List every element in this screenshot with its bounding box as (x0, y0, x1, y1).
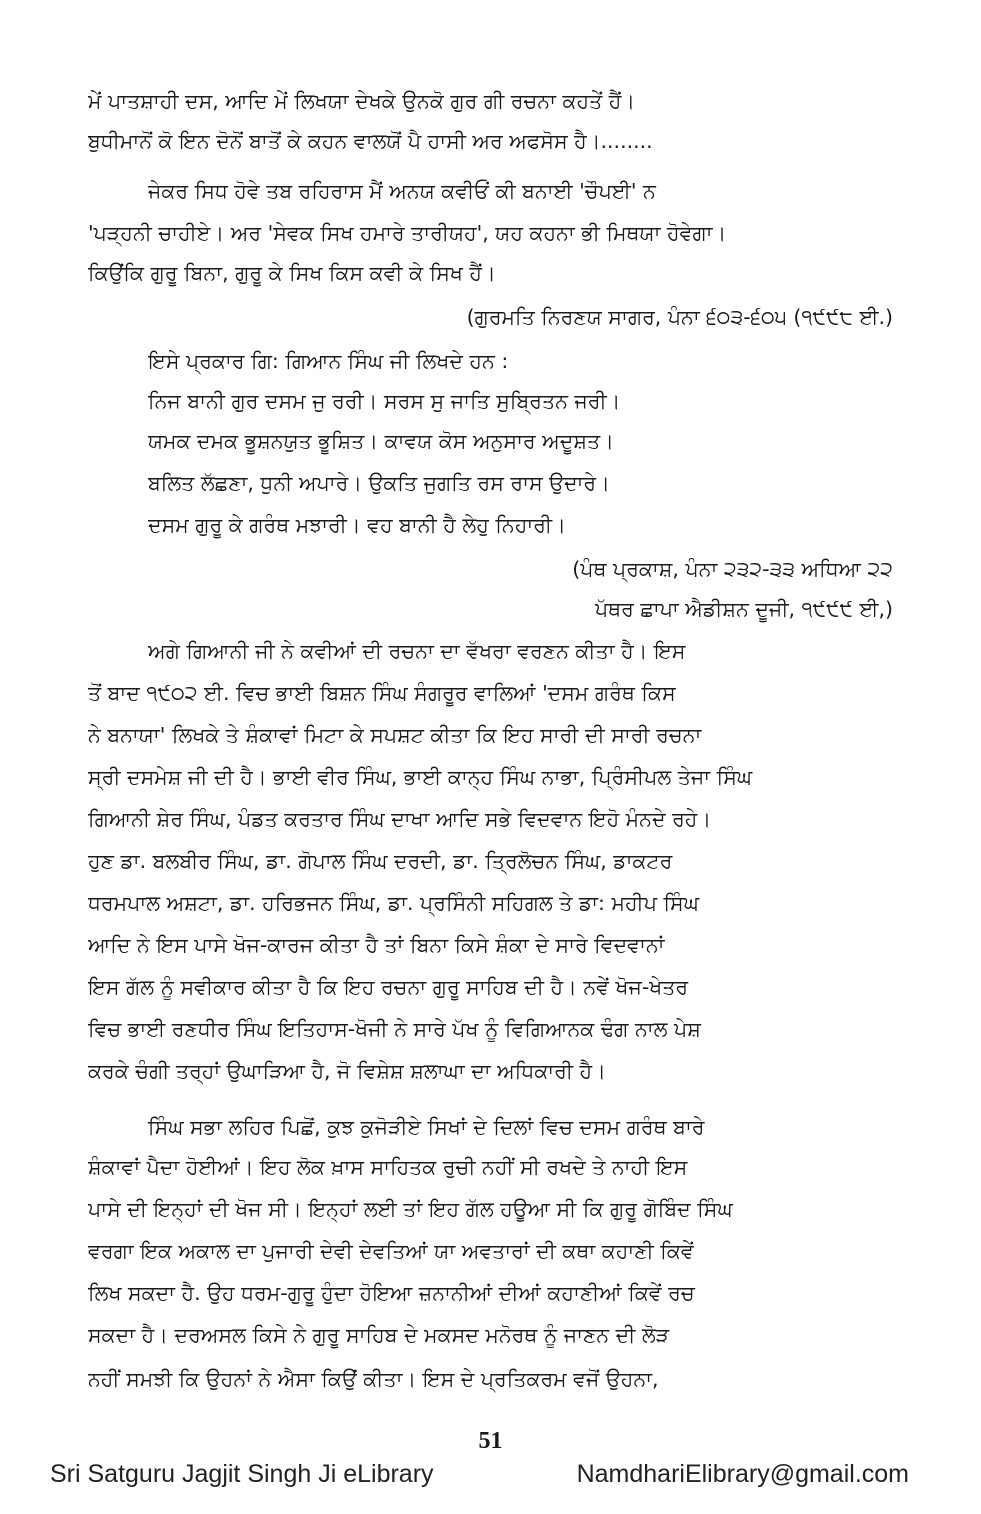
text-line: ਤੋਂ ਬਾਦ ੧੯੦੨ ਈ. ਵਿਚ ਭਾਈ ਬਿਸ਼ਨ ਸਿੰਘ ਸੰਗਰੂਰ ਵਾਲਿਆਂ 'ਦਸਮ ਗਰੰਥ ਕਿਸ (88, 681, 676, 705)
verse-line: ਨਿਜ ਬਾਨੀ ਗੁਰ ਦਸਮ ਜੁ ਰਰੀ। ਸਰਸ ਸੁ ਜਾਤਿ ਸੁਬ੍ਰਿਤਨ ਜਰੀ। (148, 389, 621, 413)
text-line: ਵਿਚ ਭਾਈ ਰਣਧੀਰ ਸਿੰਘ ਇਤਿਹਾਸ-ਖੋਜੀ ਨੇ ਸਾਰੇ ਪੱਖ ਨੂੰ ਵਿਗਿਆਨਕ ਢੰਗ ਨਾਲ ਪੇਸ਼ (88, 1017, 701, 1041)
text-line: ਨੇ ਬਨਾਯਾ' ਲਿਖਕੇ ਤੇ ਸ਼ੰਕਾਵਾਂ ਮਿਟਾ ਕੇ ਸਪਸ਼ਟ ਕੀਤਾ ਕਿ ਇਹ ਸਾਰੀ ਦੀ ਸਾਰੀ ਰਚਨਾ (88, 723, 702, 747)
verse-line: ਬਲਿਤ ਲੱਛਣਾ, ਧੁਨੀ ਅਪਾਰੇ। ਉਕਤਿ ਜੁਗਤਿ ਰਸ ਰਾਸ ਉਦਾਰੇ। (148, 471, 610, 495)
text-line: ਹੁਣ ਡਾ. ਬਲਬੀਰ ਸਿੰਘ, ਡਾ. ਗੋਪਾਲ ਸਿੰਘ ਦਰਦੀ, ਡਾ. ਤ੍ਰਿਲੋਚਨ ਸਿੰਘ, ਡਾਕਟਰ (88, 849, 673, 873)
text-line: ਨਹੀਂ ਸਮਝੀ ਕਿ ਉਹਨਾਂ ਨੇ ਐਸਾ ਕਿਉਂ ਕੀਤਾ। ਇਸ ਦੇ ਪ੍ਰਤਿਕਰਮ ਵਜੋਂ ਉਹਨਾ, (88, 1367, 659, 1391)
text-line: ਗਿਆਨੀ ਸ਼ੇਰ ਸਿੰਘ, ਪੰਡਤ ਕਰਤਾਰ ਸਿੰਘ ਦਾਖਾ ਆਦਿ ਸਭੇ ਵਿਦਵਾਨ ਇਹੋ ਮੰਨਦੇ ਰਹੇ। (88, 807, 712, 831)
text-line: ਲਿਖ ਸਕਦਾ ਹੈ. ਉਹ ਧਰਮ-ਗੁਰੂ ਹੁੰਦਾ ਹੋਇਆ ਜ਼ਨਾਨੀਆਂ ਦੀਆਂ ਕਹਾਣੀਆਂ ਕਿਵੇਂ ਰਚ (88, 1281, 695, 1305)
citation-line: (ਗੁਰਮਤਿ ਨਿਰਣਯ ਸਾਗਰ, ਪੰਨਾ ੬੦੩-੬੦੫ (੧੯੯੮ ਈ.) (466, 305, 893, 329)
citation-line: (ਪੰਥ ਪ੍ਰਕਾਸ਼, ਪੰਨਾ ੨੩੨-੩੩ ਅਧਿਆ ੨੨ (572, 557, 893, 581)
page-number: 51 (478, 1428, 503, 1454)
footer-library-name: Sri Satguru Jagjit Singh Ji eLibrary (50, 1460, 434, 1488)
text-line: ਇਸ ਗੱਲ ਨੂੰ ਸਵੀਕਾਰ ਕੀਤਾ ਹੈ ਕਿ ਇਹ ਰਚਨਾ ਗੁਰੂ ਸਾਹਿਬ ਦੀ ਹੈ। ਨਵੇਂ ਖੋਜ-ਖੇਤਰ (88, 975, 689, 999)
text-line: ਆਦਿ ਨੇ ਇਸ ਪਾਸੇ ਖੋਜ-ਕਾਰਜ ਕੀਤਾ ਹੈ ਤਾਂ ਬਿਨਾ ਕਿਸੇ ਸ਼ੰਕਾ ਦੇ ਸਾਰੇ ਵਿਦਵਾਨਾਂ (88, 933, 665, 957)
text-line: ਸ੍ਰੀ ਦਸਮੇਸ਼ ਜੀ ਦੀ ਹੈ। ਭਾਈ ਵੀਰ ਸਿੰਘ, ਭਾਈ ਕਾਨ੍ਹ ਸਿੰਘ ਨਾਭਾ, ਪ੍ਰਿੰਸੀਪਲ ਤੇਜਾ ਸਿੰਘ (88, 765, 753, 789)
text-line: ਧਰਮਪਾਲ ਅਸ਼ਟਾ, ਡਾ. ਹਰਿਭਜਨ ਸਿੰਘ, ਡਾ. ਪ੍ਰਸਿੰਨੀ ਸਹਿਗਲ ਤੇ ਡਾ: ਮਹੀਪ ਸਿੰਘ (88, 891, 699, 915)
text-line: 'ਪੜ੍ਹਨੀ ਚਾਹੀਏ। ਅਰ 'ਸੇਵਕ ਸਿਖ ਹਮਾਰੇ ਤਾਰੀਯਹ', ਯਹ ਕਹਨਾ ਭੀ ਮਿਥਯਾ ਹੋਵੇਗਾ। (88, 221, 727, 245)
text-line: ਅਗੇ ਗਿਆਨੀ ਜੀ ਨੇ ਕਵੀਆਂ ਦੀ ਰਚਨਾ ਦਾ ਵੱਖਰਾ ਵਰਣਨ ਕੀਤਾ ਹੈ। ਇਸ (148, 639, 686, 663)
text-line: ਜੇਕਰ ਸਿਧ ਹੋਵੇ ਤਬ ਰਹਿਰਾਸ ਮੈਂ ਅਨਯ ਕਵੀਓਂ ਕੀ ਬਨਾਈ 'ਚੌਪਈ' ਨ (148, 179, 656, 203)
citation-line: ਪੱਥਰ ਛਾਪਾ ਐਡੀਸ਼ਨ ਦੂਜੀ, ੧੯੯੯ ਈ,) (594, 597, 893, 621)
text-line: ਸ਼ੰਕਾਵਾਂ ਪੈਦਾ ਹੋਈਆਂ। ਇਹ ਲੋਕ ਖ਼ਾਸ ਸਾਹਿਤਕ ਰੁਚੀ ਨਹੀਂ ਸੀ ਰਖਦੇ ਤੇ ਨਾਹੀ ਇਸ (88, 1155, 688, 1179)
text-line: ਬੁਧੀਮਾਨੋਂ ਕੋ ਇਨ ਦੋਨੋਂ ਬਾਤੋਂ ਕੇ ਕਹਨ ਵਾਲਯੋਂ ਪੈ ਹਾਸੀ ਅਰ ਅਫਸੋਸ ਹੈ।........ (88, 129, 653, 153)
text-line: ਵਰਗਾ ਇਕ ਅਕਾਲ ਦਾ ਪੁਜਾਰੀ ਦੇਵੀ ਦੇਵਤਿਆਂ ਯਾ ਅਵਤਾਰਾਂ ਦੀ ਕਥਾ ਕਹਾਣੀ ਕਿਵੇਂ (88, 1239, 694, 1263)
text-line: ਪਾਸੇ ਦੀ ਇਨ੍ਹਾਂ ਦੀ ਖੋਜ ਸੀ। ਇਨ੍ਹਾਂ ਲਈ ਤਾਂ ਇਹ ਗੱਲ ਹਊਆ ਸੀ ਕਿ ਗੁਰੂ ਗੋਬਿੰਦ ਸਿੰਘ (88, 1197, 733, 1221)
verse-line: ਦਸਮ ਗੁਰੂ ਕੇ ਗਰੰਥ ਮਝਾਰੀ। ਵਹ ਬਾਨੀ ਹੈ ਲੇਹੁ ਨਿਹਾਰੀ। (148, 513, 566, 537)
text-line: ਇਸੇ ਪ੍ਰਕਾਰ ਗਿ: ਗਿਆਨ ਸਿੰਘ ਜੀ ਲਿਖਦੇ ਹਨ : (148, 349, 509, 373)
footer-email: NamdhariElibrary@gmail.com (576, 1460, 909, 1488)
text-line: ਮੇਂ ਪਾਤਸ਼ਾਹੀ ਦਸ, ਆਦਿ ਮੇਂ ਲਿਖਯਾ ਦੇਖਕੇ ਉਨਕੋ ਗੁਰ ਗੀ ਰਚਨਾ ਕਹਤੇਂ ਹੈਂ। (88, 89, 636, 113)
verse-line: ਯਮਕ ਦਮਕ ਭੂਸ਼ਨਯੁਤ ਭੂਸ਼ਿਤ। ਕਾਵਯ ਕੋਸ ਅਨੁਸਾਰ ਅਦੂਸ਼ਤ। (148, 429, 614, 453)
text-line: ਕਰਕੇ ਚੰਗੀ ਤਰ੍ਹਾਂ ਉਘਾੜਿਆ ਹੈ, ਜੋ ਵਿਸ਼ੇਸ਼ ਸ਼ਲਾਘਾ ਦਾ ਅਧਿਕਾਰੀ ਹੈ। (88, 1059, 606, 1083)
text-line: ਸਿੰਘ ਸਭਾ ਲਹਿਰ ਪਿਛੋਂ, ਕੁਝ ਕੁਜੋੜੀਏ ਸਿਖਾਂ ਦੇ ਦਿਲਾਂ ਵਿਚ ਦਸਮ ਗਰੰਥ ਬਾਰੇ (148, 1115, 705, 1139)
text-line: ਕਿਉਂਕਿ ਗੁਰੂ ਬਿਨਾ, ਗੁਰੂ ਕੇ ਸਿਖ ਕਿਸ ਕਵੀ ਕੇ ਸਿਖ ਹੈਂ। (88, 261, 496, 285)
text-line: ਸਕਦਾ ਹੈ। ਦਰਅਸਲ ਕਿਸੇ ਨੇ ਗੁਰੂ ਸਾਹਿਬ ਦੇ ਮਕਸਦ ਮਨੋਰਥ ਨੂੰ ਜਾਣਨ ਦੀ ਲੋੜ (88, 1323, 670, 1347)
